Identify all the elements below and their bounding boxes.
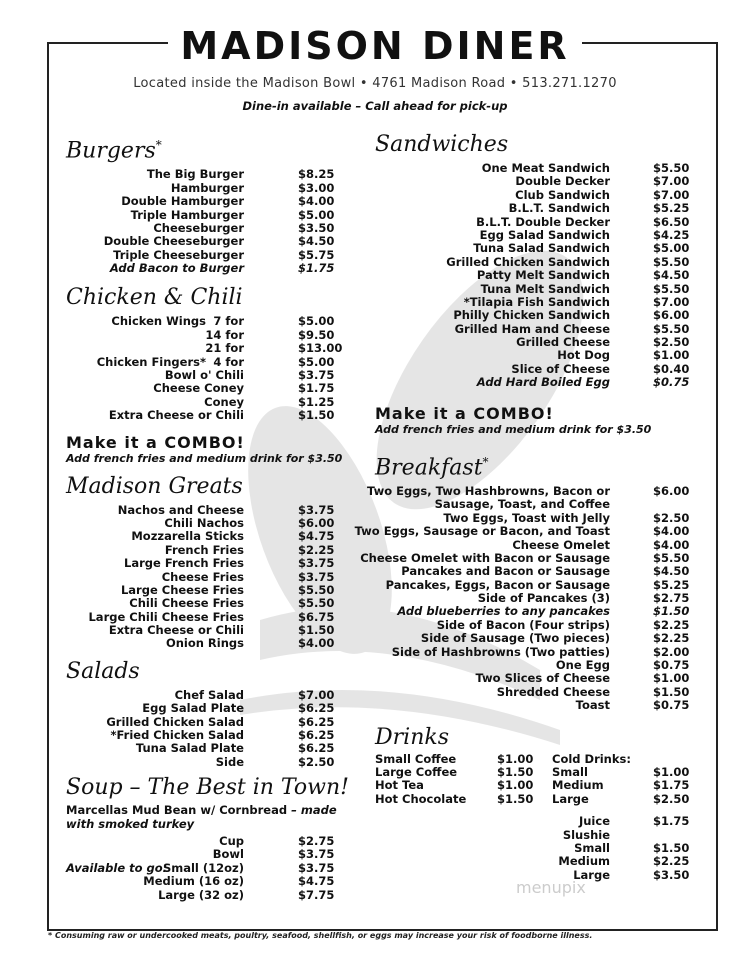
menu-row [66,584,366,597]
item-name: Cheese Coney [153,381,244,396]
chicken-list [66,315,366,369]
menu-row [375,216,690,229]
item-price: $0.75 [653,658,690,673]
item-name: Chef Salad [174,687,244,702]
combo-title: Make it a COMBO! [66,432,245,452]
item-price: $6.00 [298,515,335,530]
drink-name: Hot Chocolate [375,791,467,806]
drink-price: $1.50 [497,765,534,779]
menu-row [375,605,690,618]
item-price: $2.50 [653,335,690,350]
item-price: $6.25 [298,714,335,729]
slushie-label: Slushie [562,827,610,842]
item-name: Triple Cheeseburger [113,247,244,262]
item-price: $4.00 [298,636,335,651]
drink-price: $1.00 [497,751,534,766]
item-price: $4.50 [653,564,690,579]
menu-row [375,539,690,552]
drink-name: Medium [558,854,610,869]
menu-row [375,175,690,188]
item-name: Toast [575,698,610,713]
item-name: Slice of Cheese [511,361,610,376]
item-price: $1.50 [298,408,335,423]
drink-name: Small [552,765,588,779]
menu-row [375,512,690,525]
item-price: $4.50 [653,268,690,283]
item-price: $5.50 [653,321,690,336]
menu-row: Available to go: Small (12oz) $3.75 [66,860,335,875]
salads-list [66,689,366,769]
item-price: $4.75 [298,529,335,544]
menu-row [66,382,366,395]
item-name: Pancakes, Eggs, Bacon or Sausage [385,577,610,592]
menu-row [66,396,366,409]
menu-row [66,848,366,861]
menu-row: Chicken Fingers* 4 for $5.00 [96,354,335,369]
menu-row [366,483,690,498]
menu-row [66,530,366,543]
item-name: Add blueberries to any pancakes [397,604,610,619]
greats-heading: Madison Greats [66,473,243,499]
item-name: Two Slices of Cheese [475,671,610,686]
item-name: Large Chili Cheese Fries [88,609,244,624]
menu-row [66,504,366,517]
menu-row [375,229,690,242]
menu-row [66,689,366,702]
menu-row [375,632,690,645]
item-name: Patty Melt Sandwich [476,268,610,283]
menu-row [375,269,690,282]
item-name: *Tilapia Fish Sandwich [463,294,610,309]
chicken-items [66,369,366,423]
item-price: $5.25 [653,577,690,592]
item-name: Two Eggs, Two Hashbrowns, Bacon or [366,483,610,498]
right-column [354,132,690,903]
cold-drinks-label: Cold Drinks: [552,751,631,766]
menu-row [375,363,690,376]
item-price: $1.00 [653,671,690,686]
item-name: Large Cheese Fries [120,582,244,597]
chicken-heading: Chicken & Chili [66,285,243,311]
item-name: Bowl o' Chili [164,368,244,383]
item-price: $3.75 [298,569,335,584]
footer-disclaimer: * Consuming raw or undercooked meats, poultry, seafood, shellfish, or eggs may increase your risk of foodborne illness. [48,931,593,940]
breakfast-heading: Breakfast* [375,454,489,480]
drink-name: Small Coffee [375,751,457,766]
item-name: Hot Dog [557,348,610,363]
item-price: $4.00 [653,524,690,539]
item-price: $1.50 [298,623,335,638]
item-price: $5.50 [653,281,690,296]
item-price: $6.50 [653,214,690,229]
menu-row [375,256,690,269]
menu-row [66,835,366,848]
item-price: $0.75 [653,375,690,390]
item-price: $7.00 [298,687,335,702]
item-price: $3.75 [298,556,335,571]
item-price: $8.25 [298,167,335,182]
item-name: Grilled Chicken Sandwich [446,254,610,269]
item-price: $1.75 [298,261,335,276]
item-name: One Egg [555,658,610,673]
breakfast-list [354,483,690,713]
item-name: French Fries [164,542,244,557]
item-price: $2.25 [298,542,335,557]
item-price: $5.00 [653,241,690,256]
menu-row [66,249,366,262]
menu-row [375,296,690,309]
menu-row [66,195,366,208]
item-price: $4.25 [653,227,690,242]
item-price: $2.50 [298,754,335,769]
item-price: $6.75 [298,609,335,624]
item-price: $5.50 [653,254,690,269]
menu-row [66,544,366,557]
item-price: $2.75 [298,834,335,849]
drink-price: $2.25 [653,854,690,869]
menu-row [375,659,690,672]
item-price: $5.50 [298,596,335,611]
drink-name: Hot Tea [375,778,424,793]
item-price: $6.00 [653,308,690,323]
item-name: B.L.T. Sandwich [508,201,610,216]
item-name: Mozzarella Sticks [131,529,244,544]
item-price: $7.00 [653,187,690,202]
item-price: $4.00 [298,194,335,209]
address-line: Located inside the Madison Bowl • 4761 Madison Road • 513.271.1270 [133,76,617,91]
item-name: Onion Rings [165,636,244,651]
menu-row [66,729,366,742]
burgers-heading: Burgers* [66,138,162,164]
item-price: $2.75 [653,591,690,606]
item-price: $5.50 [653,550,690,565]
item-name: Grilled Ham and Cheese [454,321,610,336]
menu-row [354,524,690,539]
combo-note: Add french fries and medium drink for $3.50 [375,422,652,436]
item-name: Side of Bacon (Four strips) [436,617,610,632]
soup-heading: Soup – The Best in Town! [66,775,349,801]
item-price: $1.00 [653,348,690,363]
menu-row: 14 for $9.50 [205,327,335,342]
menu-row [66,716,366,729]
drink-price: $1.75 [653,778,690,793]
combo-note: Add french fries and medium drink for $3.50 [66,451,343,465]
item-price: $1.50 [653,604,690,619]
item-name: Large French Fries [124,556,244,571]
drink-price: $1.75 [653,813,690,828]
item-name: Add Hard Boiled Egg [476,375,610,390]
dine-in-note: Dine-in available – Call ahead for pick-up [242,99,508,113]
menu-row [66,742,366,755]
menu-row [66,182,366,195]
item-price: $0.40 [653,361,690,376]
menu-row [375,349,690,362]
item-name: *Fried Chicken Salad [110,728,244,743]
menu-row [375,202,690,215]
item-name: Double Decker [515,174,610,189]
menu-row [375,189,690,202]
menu-row: Medium (16 oz) $4.75 [143,874,335,889]
item-name: Double Hamburger [121,194,244,209]
item-price: $5.50 [653,161,690,175]
item-price: $7.00 [653,174,690,189]
item-price: $6.25 [298,728,335,743]
item-price: $6.00 [653,483,690,498]
drink-price: $1.00 [653,765,690,779]
drink-price: $1.50 [497,791,534,806]
drink-name: Large [573,867,610,882]
menu-row [66,369,366,382]
item-name: Sausage, Toast, and Coffee [434,497,610,512]
drink-price: $3.50 [653,867,690,882]
item-name: Hamburger [170,180,244,195]
item-name: Philly Chicken Sandwich [453,308,610,323]
item-name: Extra Cheese or Chili [108,623,244,638]
menu-row [375,646,690,659]
item-name: Bowl [212,847,244,862]
soup-list [66,835,366,862]
drink-price: $1.00 [497,778,534,793]
menu-row [375,242,690,255]
item-name: The Big Burger [146,167,244,182]
item-name: Cheese Fries [161,569,244,584]
item-name: Add Bacon to Burger [109,261,244,276]
burgers-list [66,168,366,275]
menu-row [66,637,366,650]
item-price: $1.50 [653,684,690,699]
menu-row [66,597,366,610]
item-name: Grilled Chicken Salad [106,714,244,729]
item-price: $5.50 [298,582,335,597]
menu-row [66,571,366,584]
item-name: Chili Nachos [164,515,244,530]
sandwiches-heading: Sandwiches [375,132,509,157]
item-price: $5.00 [298,207,335,222]
item-price: $2.00 [653,644,690,659]
item-price: $1.25 [298,394,335,409]
item-name: Side [215,754,244,769]
item-price: $3.50 [298,220,335,235]
menu-row [66,611,366,624]
menu-row [66,262,366,275]
item-price: $0.75 [653,698,690,713]
drink-price: $1.50 [653,841,690,855]
item-price: $5.75 [298,247,335,262]
item-name: Cup [219,834,244,849]
item-price: $4.50 [298,234,335,249]
menu-row [66,209,366,222]
item-price: $3.75 [298,368,335,383]
menu-row [66,235,366,248]
menu-row [375,498,690,511]
item-name: Cheeseburger [153,220,244,235]
item-name: Coney [204,394,244,409]
item-name: Chili Cheese Fries [129,596,244,611]
menu-row [66,557,366,570]
menu-row: Chicken Wings 7 for $5.00 [111,314,335,329]
item-name: Nachos and Cheese [117,502,244,517]
diner-title: MADISON DINER [0,24,750,68]
menu-row [375,376,690,389]
item-price: $3.00 [298,180,335,195]
combo-title: Make it a COMBO! [375,403,554,423]
menu-row [66,409,366,422]
item-price: $6.25 [298,741,335,756]
item-name: Side of Pancakes (3) [477,591,610,606]
item-price: $7.00 [653,294,690,309]
greats-list [66,504,366,651]
menu-row [375,619,690,632]
menu-row [375,309,690,322]
item-name: One Meat Sandwich [481,161,610,175]
item-name: Side of Sausage (Two pieces) [420,631,610,646]
item-name: Shredded Cheese [496,684,610,699]
menu-row [375,162,690,175]
item-price: $6.25 [298,701,335,716]
item-name: B.L.T. Double Decker [476,214,610,229]
soup-available [66,862,366,902]
salads-heading: Salads [66,658,140,684]
item-name: Cheese Omelet [512,537,610,552]
menu-row: 21 for $13.00 [205,341,343,356]
item-price: $3.75 [298,502,335,517]
menu-row [375,672,690,685]
soup-description: Marcellas Mud Bean w/ Cornbread – made with smoked turkey [66,803,337,831]
menu-row [375,592,690,605]
drink-name: Large [552,791,589,806]
item-name: Tuna Salad Plate [135,741,244,756]
menu-row [66,168,366,181]
menu-row [375,283,690,296]
menu-row [375,579,690,592]
item-name: Cheese Omelet with Bacon or Sausage [360,550,610,565]
item-name: Egg Salad Plate [142,701,244,716]
drink-name: Medium [552,778,604,793]
menu-row [375,336,690,349]
menu-row [375,323,690,336]
item-name: Club Sandwich [515,187,610,202]
item-name: Pancakes and Bacon or Sausage [401,564,610,579]
menu-row [66,624,366,637]
item-price: $2.50 [653,510,690,525]
drinks-heading: Drinks [375,724,449,750]
menu-row [375,565,690,578]
item-name: Side of Hashbrowns (Two patties) [391,644,610,659]
item-price: $5.25 [653,201,690,216]
item-price: $2.25 [653,617,690,632]
menu-row [66,222,366,235]
menu-row: Large (32 oz) $7.75 [158,887,335,902]
drink-name: Large Coffee [375,765,458,779]
left-column [66,132,366,902]
menu-row [66,517,366,530]
menu-row [375,699,690,712]
item-price: $4.00 [653,537,690,552]
item-name: Grilled Cheese [516,335,610,350]
menu-row [66,756,366,769]
menu-row [66,702,366,715]
item-price: $2.25 [653,631,690,646]
sandwiches-list [375,162,690,390]
item-price: $3.75 [298,847,335,862]
item-name: Extra Cheese or Chili [108,408,244,423]
menu-row [375,686,690,699]
item-name: Double Cheeseburger [103,234,244,249]
item-name: Tuna Salad Sandwich [473,241,610,256]
item-name: Two Eggs, Toast with Jelly [443,510,610,525]
menu-row [360,550,690,565]
menupix-watermark: menupix [516,878,586,897]
item-price: $1.75 [298,381,335,396]
item-name: Tuna Melt Sandwich [480,281,610,296]
drink-name: Juice [578,813,610,828]
drink-name: Small [574,841,610,855]
item-name: Two Eggs, Sausage or Bacon, and Toast [354,524,610,539]
item-name: Triple Hamburger [130,207,244,222]
item-name: Egg Salad Sandwich [479,227,610,242]
drink-price: $2.50 [653,791,690,806]
